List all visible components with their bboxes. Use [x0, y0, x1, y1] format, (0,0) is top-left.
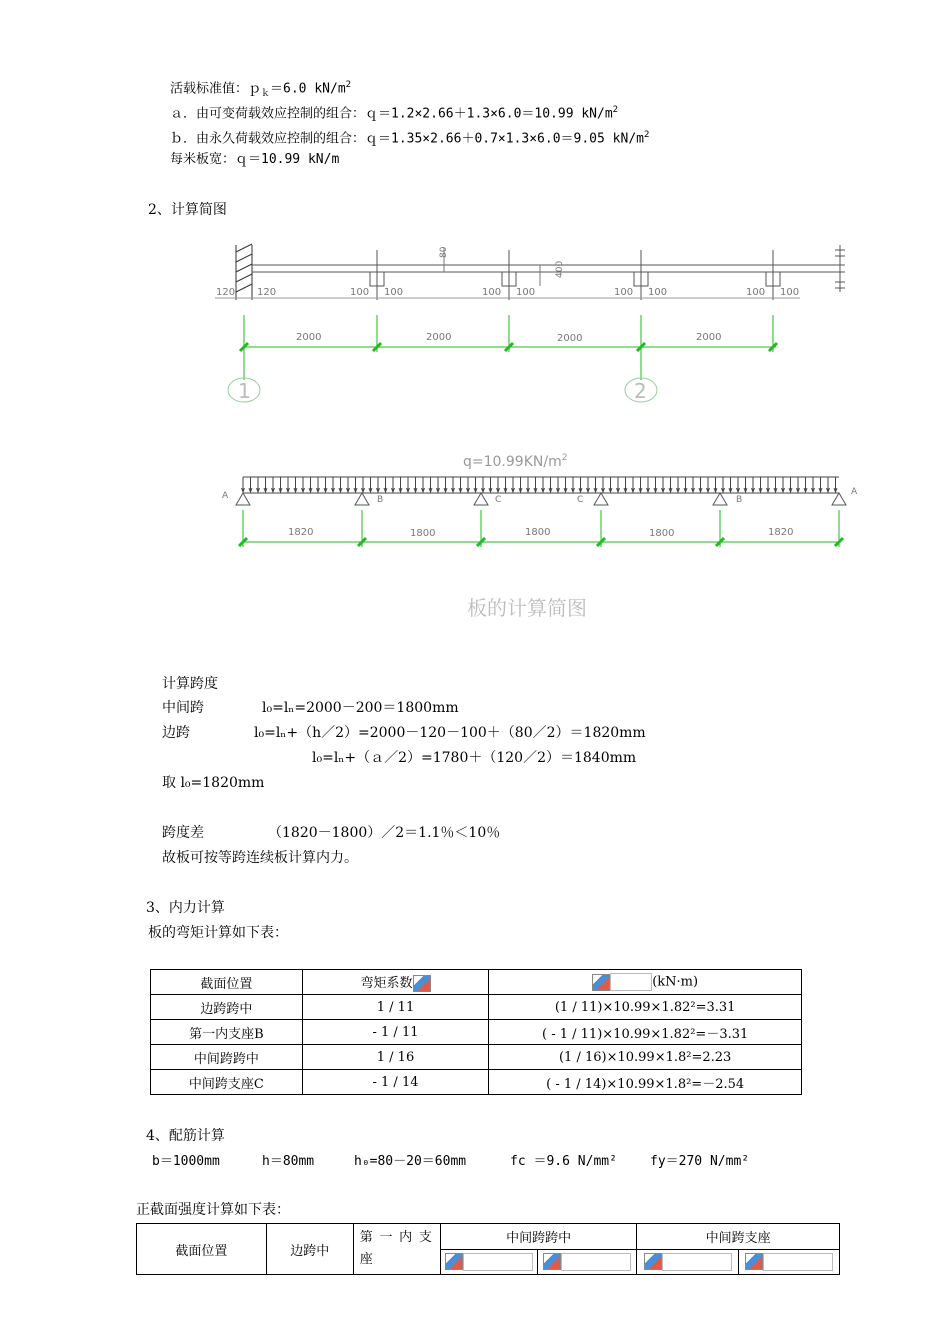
- sq-sup: 2: [345, 80, 352, 90]
- dim-small: 100: [746, 287, 766, 298]
- moment-table: [150, 969, 802, 1095]
- calc-span-labels: [288, 527, 793, 539]
- supports: [236, 493, 846, 505]
- table-cell: 中间跨跨中: [151, 1045, 303, 1070]
- calc-span: 1800: [410, 528, 436, 539]
- live-load-value: ＝6.0 kN/m: [270, 81, 346, 97]
- unit-header: (kN·m): [652, 974, 699, 990]
- section-3-title: 3、内力计算: [146, 900, 225, 916]
- span-calc-title: 计算跨度: [162, 676, 218, 692]
- dim-small: 120: [216, 287, 236, 298]
- calc-span: 1820: [768, 527, 794, 538]
- edge-span-eq1: l₀=lₙ+（h／2）=2000－120－100＋（80／2）＝1820mm: [254, 725, 646, 741]
- dim-80: 80: [439, 246, 449, 258]
- formula-placeholder: [463, 1253, 533, 1271]
- table-cell: 1 / 11: [302, 995, 489, 1020]
- support-label: A: [851, 487, 858, 497]
- sq-sup: 2: [643, 130, 650, 140]
- span-diff-label: 跨度差: [162, 825, 204, 841]
- table-header-row: [151, 970, 802, 995]
- dim-small: 100: [614, 287, 634, 298]
- header-cell: [489, 970, 802, 995]
- combo-a: [170, 101, 618, 123]
- span-label: 2000: [696, 332, 722, 343]
- dim-small: 120: [257, 287, 277, 298]
- param-fc: fc ＝9.6 N/mm²: [510, 1154, 617, 1169]
- section-3-sub: 板的弯矩计算如下表：: [148, 925, 288, 941]
- table-row: [151, 1070, 802, 1095]
- mid-span-eq: l₀=lₙ=2000－200＝1800mm: [262, 700, 459, 716]
- header-cell: [302, 970, 489, 995]
- formula-placeholder: [763, 1253, 833, 1271]
- table-row: [151, 995, 802, 1020]
- per-meter: 每米板宽：ｑ＝10.99 kN/m: [170, 152, 340, 167]
- table-cell: ( - 1 / 11)×10.99×1.82²=－3.31: [489, 1020, 802, 1045]
- table-cell: - 1 / 14: [302, 1070, 489, 1095]
- table-header-row: [137, 1224, 840, 1250]
- support-label: A: [222, 491, 229, 501]
- table-cell: 第一内支座B: [151, 1020, 303, 1045]
- dim-small: 100: [350, 287, 370, 298]
- span-diff-eq: （1820－1800）／2＝1.1％＜10％: [268, 825, 501, 841]
- span-label: 2000: [296, 332, 322, 343]
- sq-sup: 2: [612, 105, 619, 115]
- axis-label-1: 1: [238, 379, 251, 403]
- section-2-title: 2、计算简图: [148, 202, 227, 218]
- span-label: 2000: [426, 332, 452, 343]
- table-cell: 中间跨支座C: [151, 1070, 303, 1095]
- dim-small: 100: [780, 287, 800, 298]
- formula-image-icon: [592, 974, 610, 991]
- edge-span-eq2: l₀=lₙ+（ａ／2）=1780＋（120／2）＝1840mm: [312, 750, 637, 766]
- support-label: C: [577, 495, 584, 505]
- calc-span: 1820: [288, 527, 314, 538]
- combo-b: [170, 126, 649, 148]
- table-cell: 边跨跨中: [151, 995, 303, 1020]
- formula-image-icon: [644, 1253, 662, 1270]
- header-cell: 中间跨支座: [637, 1224, 840, 1250]
- dim-small: 100: [516, 287, 536, 298]
- param-h0: h₀=80－20＝60mm: [354, 1154, 467, 1169]
- formula-image-icon: [745, 1253, 763, 1270]
- end-marks: [835, 245, 845, 292]
- small-dims: [216, 287, 799, 298]
- table-cell: [538, 1249, 637, 1275]
- dim-small: 100: [648, 287, 668, 298]
- strength-title: 正截面强度计算如下表：: [136, 1202, 290, 1218]
- table-cell: - 1 / 11: [302, 1020, 489, 1045]
- dim-400: 400: [555, 260, 565, 278]
- mid-span-label: 中间跨: [162, 700, 204, 716]
- combo-b-text: ｂ．由永久荷载效应控制的组合：ｑ＝1.35×2.66＋0.7×1.3×6.0＝9.05 kN/m: [170, 131, 644, 147]
- strength-table: [136, 1223, 840, 1275]
- load-arrows: [242, 477, 838, 492]
- section-4-title: 4、配筋计算: [146, 1128, 225, 1144]
- formula-image-icon: [543, 1253, 561, 1270]
- header-cell: 截面位置: [151, 970, 303, 995]
- dim-small: 100: [482, 287, 502, 298]
- combo-a-text: ａ．由可变荷载效应控制的组合：ｑ＝1.2×2.66＋1.3×6.0＝10.99 kN/m: [170, 106, 613, 122]
- formula-placeholder: [610, 973, 652, 991]
- header-cell: 边跨中: [266, 1224, 353, 1275]
- table-cell: [637, 1249, 738, 1275]
- support-label: B: [377, 495, 384, 505]
- span-label: 2000: [557, 333, 583, 344]
- calc-span: 1800: [649, 528, 675, 539]
- calc-diagram: [0, 445, 950, 630]
- dim-small: 100: [384, 287, 404, 298]
- slab-layout-diagram: [0, 230, 950, 410]
- param-b: b＝1000mm: [152, 1154, 220, 1169]
- formula-image-icon: [413, 975, 431, 992]
- formula-placeholder: [662, 1253, 732, 1271]
- param-h: h＝80mm: [262, 1154, 315, 1169]
- span-conclusion: 故板可按等跨连续板计算内力。: [162, 850, 358, 866]
- table-cell: 1 / 16: [302, 1045, 489, 1070]
- coef-header: 弯矩系数: [360, 976, 413, 991]
- support-label: B: [736, 495, 743, 505]
- live-load-label: 活载标准值：ｐ: [170, 81, 262, 97]
- param-fy: fy＝270 N/mm²: [650, 1154, 750, 1169]
- table-row: [151, 1045, 802, 1070]
- edge-span-label: 边跨: [162, 725, 190, 741]
- header-cell: 中间跨跨中: [440, 1224, 637, 1250]
- header-cell: 第一内支座: [353, 1224, 440, 1275]
- support-label: C: [495, 495, 502, 505]
- table-cell: [440, 1249, 537, 1275]
- header-cell: 截面位置: [137, 1224, 267, 1275]
- load-label: $q=10.99KN/m^2$: [463, 453, 568, 470]
- calc-span: 1800: [525, 527, 551, 538]
- table-cell: (1 / 11)×10.99×1.82²=3.31: [489, 995, 802, 1020]
- table-row: [151, 1020, 802, 1045]
- axis-label-2: 2: [634, 379, 647, 403]
- take-span: 取 l₀=1820mm: [162, 775, 265, 791]
- wall-hatch: [236, 244, 252, 300]
- table-cell: ( - 1 / 14)×10.99×1.8²=－2.54: [489, 1070, 802, 1095]
- table-cell: [738, 1249, 839, 1275]
- formula-placeholder: [561, 1253, 631, 1271]
- table-cell: (1 / 16)×10.99×1.8²=2.23: [489, 1045, 802, 1070]
- live-load-sub: ｋ: [261, 88, 271, 99]
- diagram-caption: 板的计算简图: [467, 596, 587, 620]
- beam-posts: [377, 250, 773, 300]
- live-load-line: [170, 76, 351, 103]
- formula-image-icon: [445, 1253, 463, 1270]
- beams: [370, 272, 780, 286]
